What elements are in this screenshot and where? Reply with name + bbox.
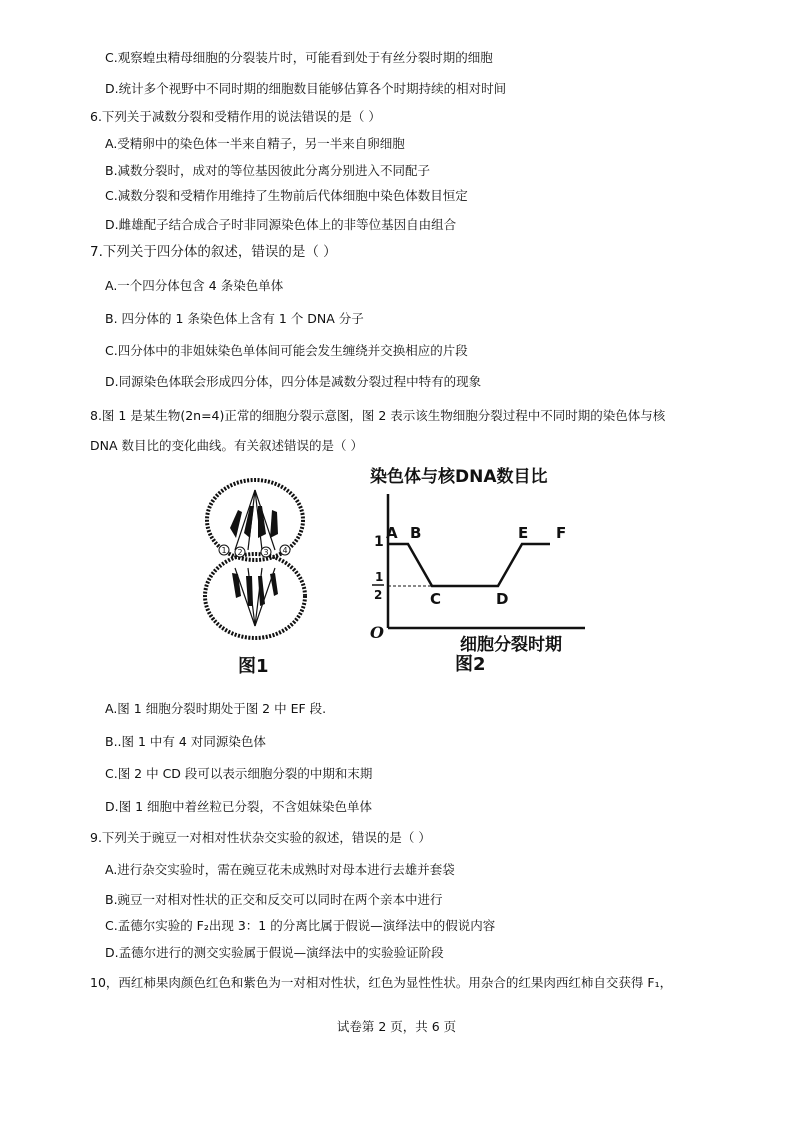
fig1-label-2: 2 xyxy=(237,548,243,557)
figure-2-caption: 图2 xyxy=(455,654,486,675)
fig1-label-3: 3 xyxy=(263,548,269,557)
question-6: 6.下列关于减数分裂和受精作用的说法错误的是（ ） xyxy=(90,109,381,124)
q8-option-a: A.图 1 细胞分裂时期处于图 2 中 EF 段. xyxy=(105,701,327,716)
q7-option-c: C.四分体中的非姐妹染色单体间可能会发生缠绕并交换相应的片段 xyxy=(105,343,468,358)
q7-option-b: B. 四分体的 1 条染色体上含有 1 个 DNA 分子 xyxy=(105,311,364,326)
q6-option-a: A.受精卵中的染色体一半来自精子，另一半来自卵细胞 xyxy=(105,136,405,151)
q8-option-c: C.图 2 中 CD 段可以表示细胞分裂的中期和末期 xyxy=(105,766,373,781)
q5-option-d: D.统计多个视野中不同时期的细胞数目能够估算各个时期持续的相对时间 xyxy=(105,81,507,96)
figure-1-cell-diagram xyxy=(200,478,310,678)
point-label-c: C xyxy=(430,590,442,608)
q5-option-c: C.观察蝗虫精母细胞的分裂装片时，可能看到处于有丝分裂时期的细胞 xyxy=(105,50,493,65)
q9-option-d: D.孟德尔进行的测交实验属于假说—演绎法中的实验验证阶段 xyxy=(105,945,444,960)
q6-option-d: D.雌雄配子结合成合子时非同源染色体上的非等位基因自由组合 xyxy=(105,217,457,232)
ratio-series-line xyxy=(388,544,550,586)
point-label-b: B xyxy=(410,524,422,542)
question-8: 8.图 1 是某生物(2n=4)正常的细胞分裂示意图，图 2 表示该生物细胞分裂过程中不同时期的染色体与核 xyxy=(90,408,666,423)
fig1-label-4: 4 xyxy=(282,546,288,555)
q8-option-b: B..图 1 中有 4 对同源染色体 xyxy=(105,734,266,749)
q7-option-a: A.一个四分体包含 4 条染色单体 xyxy=(105,278,284,293)
question-7: 7.下列关于四分体的叙述，错误的是（ ） xyxy=(90,244,337,260)
question-8-cont: DNA 数目比的变化曲线。有关叙述错误的是（ ） xyxy=(90,438,363,453)
point-label-f: F xyxy=(556,524,567,542)
question-10: 10，西红柿果肉颜色红色和紫色为一对相对性状，红色为显性性状。用杂合的红果肉西红柿自交获得 F₁， xyxy=(90,975,673,990)
chart-origin: O xyxy=(370,623,384,642)
point-label-d: D xyxy=(496,590,509,608)
question-9: 9.下列关于豌豆一对相对性状杂交实验的叙述，错误的是（ ） xyxy=(90,830,431,845)
chart-ylabel: 染色体与核DNA数目比 xyxy=(370,467,548,487)
q9-option-b: B.豌豆一对相对性状的正交和反交可以同时在两个亲本中进行 xyxy=(105,892,443,907)
q6-option-c: C.减数分裂和受精作用维持了生物前后代体细胞中染色体数目恒定 xyxy=(105,188,468,203)
y-tick-half-denominator: 2 xyxy=(374,588,383,602)
figure-1-caption: 图1 xyxy=(238,656,269,677)
point-label-e: E xyxy=(518,524,529,542)
page-footer: 试卷第 2 页，共 6 页 xyxy=(336,1019,457,1034)
y-tick-1: 1 xyxy=(374,534,384,550)
q6-option-b: B.减数分裂时，成对的等位基因彼此分离分别进入不同配子 xyxy=(105,163,431,178)
point-label-a: A xyxy=(386,524,398,542)
figure-2-chart xyxy=(360,460,590,675)
q7-option-d: D.同源染色体联会形成四分体，四分体是减数分裂过程中特有的现象 xyxy=(105,374,482,389)
q9-option-c: C.孟德尔实验的 F₂出现 3：1 的分离比属于假说—演绎法中的假说内容 xyxy=(105,918,496,933)
q8-option-d: D.图 1 细胞中着丝粒已分裂，不含姐妹染色单体 xyxy=(105,799,372,814)
fig1-label-1: 1 xyxy=(221,546,227,555)
q9-option-a: A.进行杂交实验时，需在豌豆花未成熟时对母本进行去雄并套袋 xyxy=(105,862,455,877)
chart-xlabel: 细胞分裂时期 xyxy=(460,635,562,655)
y-tick-half-numerator: 1 xyxy=(375,570,384,584)
